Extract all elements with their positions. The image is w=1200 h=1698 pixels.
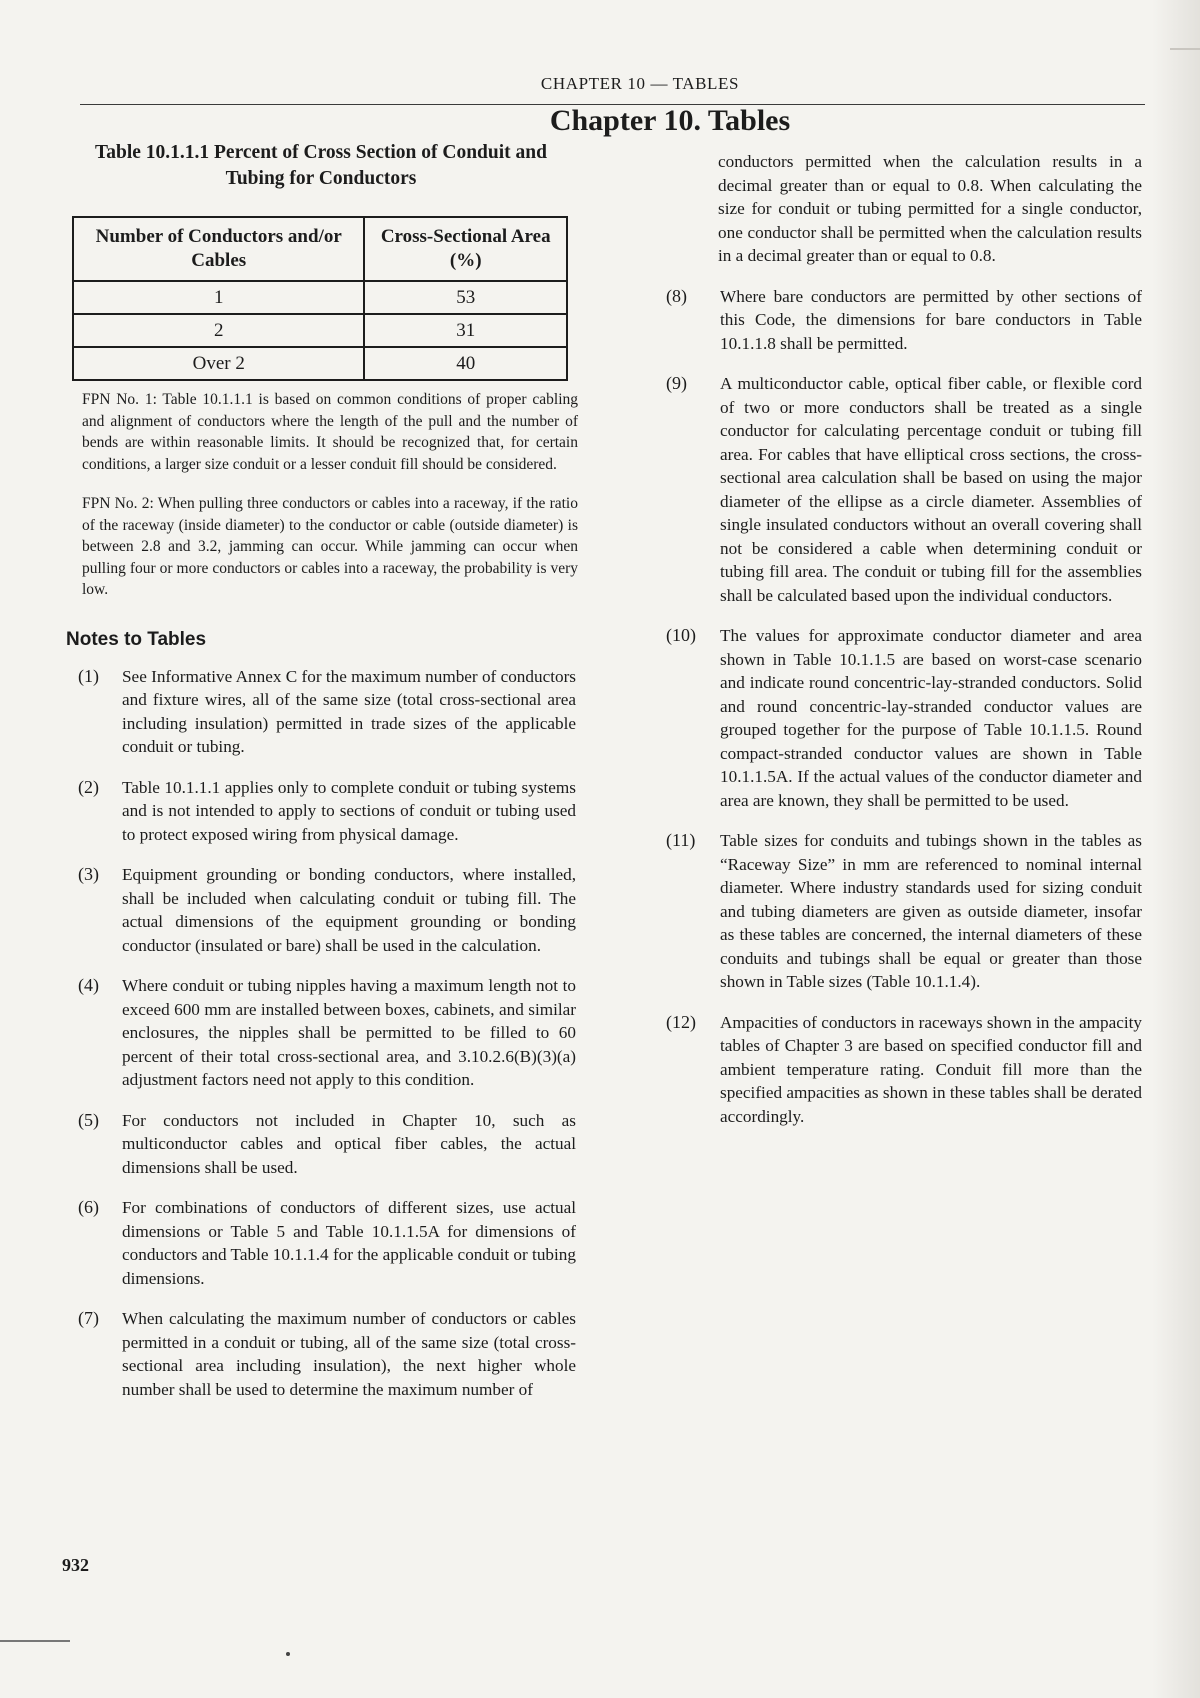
scan-mark: [1170, 48, 1200, 50]
note-item: [66, 974, 576, 1092]
note-number: (8): [666, 285, 687, 306]
note-number: (3): [78, 864, 99, 884]
note-text: Where conduit or tubing nipples having a maximum length not to exceed 600 mm are installed between boxes, cabinets, and similar enclosures, the nipples shall be permitted to be filled to 60 percent of their total cross-sectional area, and 3.10.2.6(B)(3)(a) adjustment factors need not apply to this condition.: [122, 976, 576, 1089]
note-number: (9): [666, 373, 687, 393]
note-text: Equipment grounding or bonding conductors, where installed, shall be included when calculating conduit or tubing fill. The actual dimensions of the equipment grounding or bonding conductor (insulated or bare) shall be used in the calculation.: [122, 865, 576, 955]
note-text: For combinations of conductors of different sizes, use actual dimensions or Table 5 and Table 10.1.1.5A for dimensions of conductors and Table 10.1.1.4 for the applicable conduit or tubing dimensions.: [122, 1198, 576, 1288]
table-cell: 1: [73, 281, 364, 314]
note-number: (1): [78, 665, 99, 686]
page-edge-shadow: [1152, 0, 1200, 1698]
note-text: See Informative Annex C for the maximum number of conductors and fixture wires, all of the same size (total cross-sectional area including insulation) permitted in trade sizes of the applicable conduit or tubing.: [122, 666, 576, 756]
note-number: (2): [78, 776, 99, 797]
note-item: [666, 285, 1142, 356]
table-caption: Table 10.1.1.1 Percent of Cross Section of Conduit and Tubing for Conductors: [95, 142, 547, 189]
left-column: [66, 140, 576, 1418]
note-item: [666, 624, 1142, 812]
scan-speck: [286, 1652, 290, 1656]
note-item: [66, 665, 576, 759]
chapter-title: Chapter 10. Tables: [549, 104, 791, 137]
note-text: Table 10.1.1.1 applies only to complete conduit or tubing systems and is not intended to apply to sections of conduit or tubing used to protect exposed wiring from physical damage.: [122, 777, 576, 844]
table-row: [73, 314, 567, 347]
table-cell: 2: [73, 314, 364, 347]
table-row: [73, 347, 567, 380]
note-continuation: conductors permitted when the calculation results in a decimal greater than or equal to 0.8. When calculating the size for conduit or tubing permitted for a single conductor, one conductor shall be permitted when the calculation results in a decimal greater than or equal to 0.8.: [718, 152, 1142, 265]
table-header-row: [73, 217, 567, 281]
note-text: A multiconductor cable, optical fiber cable, or flexible cord of two or more conductors shall be treated as a single conductor for calculating percentage conduit or tubing fill area. For cables that have elliptical cross sections, the cross-sectional area calculation shall be based on using the major diameter of the ellipse as a circle diameter. Assemblies of single insulated conductors without an overall covering shall not be considered a cable when determining conduit or tubing fill area. The conduit or tubing fill for the assemblies shall be calculated based upon the individual conductors.: [720, 374, 1142, 605]
right-column: [652, 150, 1142, 1145]
table-cell: 40: [364, 347, 567, 380]
note-number: (11): [666, 830, 696, 850]
table-cell: 53: [364, 281, 567, 314]
table-cell: 31: [364, 314, 567, 347]
note-text: For conductors not included in Chapter 10, such as multiconductor cables and optical fiber cables, the actual dimensions shall be used.: [122, 1110, 576, 1177]
note-item: [66, 1109, 576, 1180]
fine-print-note: FPN No. 1: Table 10.1.1.1 is based on common conditions of proper cabling and alignment of conductors where the length of the pull and the number of bends are within reasonable limits. It should be recognized that, for certain conditions, a larger size conduit or a lesser conduit fill should be considered.: [82, 391, 578, 473]
note-number: (4): [78, 975, 99, 995]
table-row: [73, 281, 567, 314]
note-text: Table sizes for conduits and tubings shown in the tables as “Raceway Size” in mm are referenced to nominal internal diameter. Where industry standards used for sizing conduit and tubing diameters are given as outside diameter, insofar as these tables are concerned, the internal diameters of these conduits and tubings shall be equal or greater than those shown in Table sizes (Table 10.1.1.4).: [720, 831, 1142, 991]
note-number: (10): [666, 625, 696, 645]
note-number: (5): [78, 1109, 99, 1130]
note-number: (7): [78, 1308, 99, 1328]
running-head: CHAPTER 10 — TABLES: [540, 74, 740, 93]
page-number: 932: [62, 1555, 89, 1575]
table-cell: Over 2: [73, 347, 364, 380]
note-number: (12): [666, 1011, 696, 1032]
note-text: Where bare conductors are permitted by other sections of this Code, the dimensions for bare conductors in Table 10.1.1.8 shall be permitted.: [720, 286, 1142, 353]
note-text: When calculating the maximum number of conductors or cables permitted in a conduit or tubing, all of the same size (total cross-sectional area including insulation), the next higher whole number shall be used to determine the maximum number of: [122, 1309, 576, 1399]
note-text: Ampacities of conductors in raceways shown in the ampacity tables of Chapter 3 are based on specified conductor fill and ambient temperature rating. Conduit fill more than the specified ampacities as shown in these tables shall be derated accordingly.: [720, 1012, 1142, 1126]
notes-heading: Notes to Tables: [66, 628, 207, 650]
note-item: [66, 863, 576, 957]
note-text: The values for approximate conductor diameter and area shown in Table 10.1.1.5 are based on worst-case scenario and indicate round concentric-lay-stranded conductors. Solid and round concentric-lay-stranded conductor values are grouped together for the purpose of Table 10.1.1.5. Round compact-stranded conductor values are shown in Table 10.1.1.5A. If the actual values of the conductor diameter and area are known, they shall be permitted to be used.: [720, 626, 1142, 810]
table-header-cell: Number of Conductors and/or Cables: [73, 217, 364, 281]
note-item: [666, 1011, 1142, 1129]
fine-print-note: FPN No. 2: When pulling three conductors or cables into a raceway, if the ratio of the raceway (inside diameter) to the conductor or cable (outside diameter) is between 2.8 and 3.2, jamming can occur. While jamming can occur when pulling four or more conductors or cables into a raceway, the probability is very low.: [82, 495, 578, 598]
table-header-cell: Cross-Sectional Area (%): [364, 217, 567, 281]
note-item: [66, 1196, 576, 1290]
note-item: [666, 372, 1142, 607]
note-item: [66, 776, 576, 847]
note-item: [666, 829, 1142, 994]
note-number: (6): [78, 1197, 99, 1217]
scan-edge-line: [0, 1640, 70, 1642]
conduit-fill-table: [72, 216, 568, 381]
note-item: [66, 1307, 576, 1401]
